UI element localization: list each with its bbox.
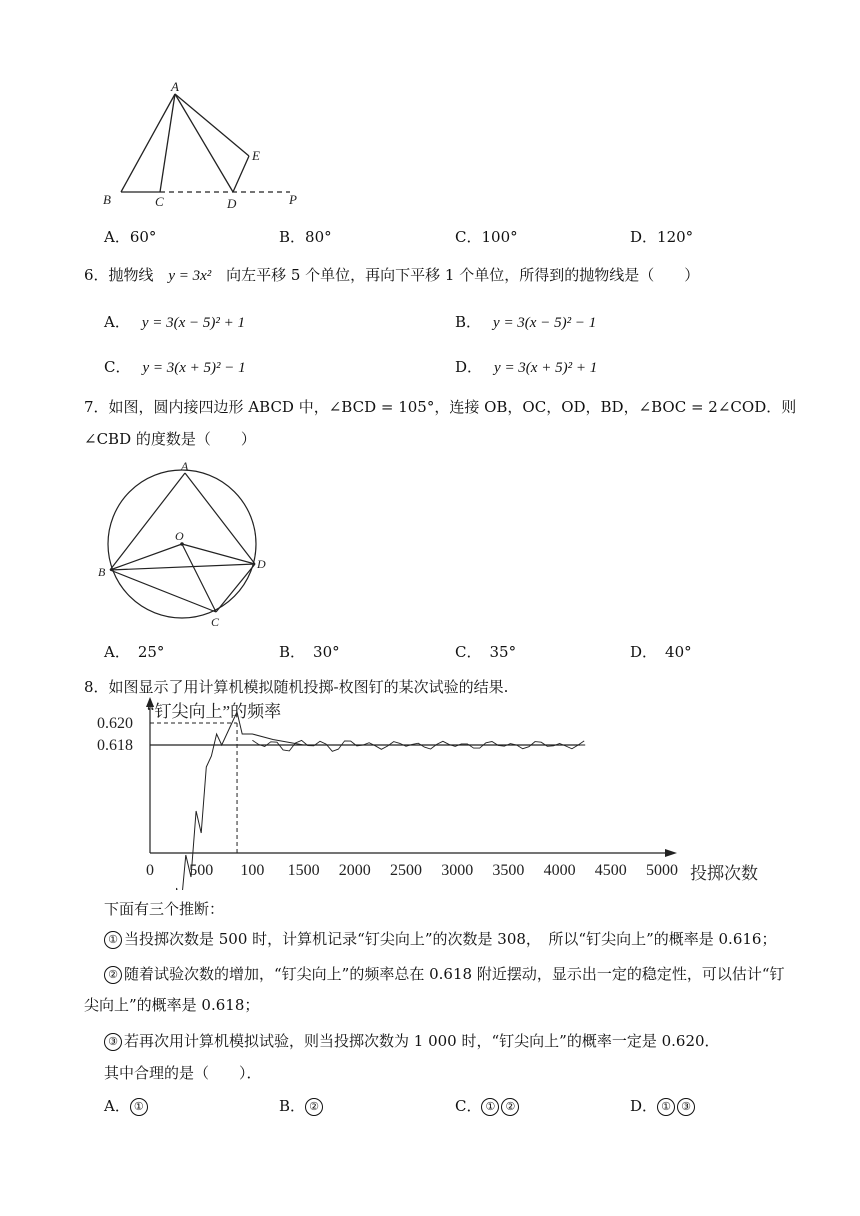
q7-option-b[interactable] — [279, 641, 340, 662]
x-tick-label: 3500 — [492, 862, 525, 879]
option-text: 60° — [129, 228, 157, 246]
statement-text: 随着试验次数的增加，“钉尖向上”的频率总在 0.618 附近摆动，显示出一定的稳定性，可以估计“钉 — [124, 965, 785, 983]
option-text: 35° — [489, 643, 517, 661]
option-formula: y = 3(x + 5)² − 1 — [142, 360, 246, 376]
q8-option-a[interactable] — [104, 1095, 150, 1116]
q8-statement-2b: 尖向上”的概率是 0.618； — [84, 996, 260, 1014]
q6-text-pre: 抛物线 — [108, 266, 154, 284]
label-c: C — [211, 615, 220, 629]
option-letter: D． — [630, 228, 658, 246]
x-tick-label: 500 — [189, 862, 214, 879]
q7-stem-line2: ∠CBD 的度数是（ ） — [84, 430, 256, 448]
segment-ab — [110, 473, 185, 570]
statement-text: 若再次用计算机模拟试验，则当投掷次数为 1 000 时，“钉尖向上”的概率一定是 0.620． — [124, 1032, 720, 1050]
segment-de — [233, 156, 249, 192]
q6-option-a[interactable] — [104, 311, 245, 332]
q6-number: 6． — [84, 266, 109, 284]
q7-stem-line1: 7．如图，圆内接四边形 ABCD 中，∠BCD = 105°，连接 OB，OC，OD，BD，∠BOC = 2∠COD．则 — [84, 398, 797, 416]
q8-option-b[interactable] — [279, 1095, 325, 1116]
q8-option-d[interactable] — [630, 1095, 697, 1116]
option-letter: D． — [455, 358, 483, 376]
y-tick-label: 0.620 — [97, 715, 133, 732]
x-tick-label: 4500 — [594, 862, 627, 879]
q8-option-c[interactable] — [455, 1095, 521, 1116]
q5-option-a[interactable] — [104, 226, 156, 247]
q6-formula: y = 3x² — [168, 268, 212, 284]
label-b: B — [103, 192, 111, 207]
x-axis-label: 投掷次数 — [690, 864, 758, 883]
frequency-chart — [95, 695, 785, 890]
x-tick-label: 0 — [146, 862, 154, 879]
chart-title: “钉尖向上”的频率 — [147, 702, 282, 721]
circled-mark: ① — [481, 1098, 499, 1116]
q8-statement-1 — [104, 928, 776, 949]
option-letter: D． — [630, 643, 658, 661]
option-text: 30° — [313, 643, 340, 661]
circled-two: ② — [104, 966, 122, 984]
segment-ae — [175, 94, 249, 156]
option-letter: B． — [279, 1097, 306, 1115]
q8-question: 其中合理的是（ ）． — [104, 1064, 262, 1082]
label-c: C — [155, 194, 164, 209]
q5-option-c[interactable] — [455, 226, 518, 247]
option-text: 120° — [657, 228, 694, 246]
circled-mark: ③ — [677, 1098, 695, 1116]
y-tick-label: 0.618 — [97, 737, 133, 754]
q6-option-c[interactable] — [104, 356, 246, 377]
x-tick-label: 2000 — [338, 862, 371, 879]
x-tick-label: 4000 — [543, 862, 576, 879]
option-text: 40° — [665, 643, 692, 661]
option-letter: B． — [279, 643, 306, 661]
segment-bd — [110, 564, 255, 570]
q7-option-d[interactable] — [630, 641, 692, 662]
label-e: E — [252, 148, 260, 163]
q8-stem: 8．如图显示了用计算机模拟随机投掷-枚图钉的某次试验的结果. — [84, 678, 509, 696]
circled-mark: ② — [501, 1098, 519, 1116]
label-a: A — [171, 80, 179, 94]
segment-oc — [182, 544, 216, 612]
label-d: D — [227, 196, 237, 210]
q6-stem — [84, 264, 699, 285]
frequency-series-fluctuation — [252, 740, 584, 751]
segment-ad — [185, 473, 255, 564]
segment-cd — [216, 564, 255, 612]
option-letter: A． — [104, 313, 130, 331]
q8-intro: 下面有三个推断： — [104, 900, 225, 918]
label-a: A — [181, 460, 189, 473]
option-text: 100° — [481, 228, 518, 246]
option-letter: B． — [279, 228, 306, 246]
q6-option-b[interactable] — [455, 311, 596, 332]
option-letter: C． — [455, 1097, 482, 1115]
option-letter: B． — [455, 313, 482, 331]
x-axis-arrow — [665, 849, 677, 857]
circled-mark: ① — [657, 1098, 675, 1116]
option-formula: y = 3(x − 5)² + 1 — [141, 315, 246, 331]
label-p: P — [289, 192, 297, 207]
label-o: O — [175, 529, 184, 543]
q6-text-post: 向左平移 5 个单位，再向下平移 1 个单位，所得到的抛物线是（ ） — [226, 266, 700, 284]
option-letter: D． — [630, 1097, 658, 1115]
q8-statement-3 — [104, 1030, 720, 1051]
option-formula: y = 3(x − 5)² − 1 — [493, 315, 597, 331]
option-formula: y = 3(x + 5)² + 1 — [494, 360, 598, 376]
segment-bc — [110, 570, 216, 612]
circled-mark: ① — [130, 1098, 148, 1116]
q5-option-d[interactable] — [630, 226, 693, 247]
q5-option-b[interactable] — [279, 226, 332, 247]
x-tick-label: 100 — [240, 862, 265, 879]
q7-circle-figure — [95, 460, 275, 630]
x-tick-label: 2500 — [390, 862, 422, 879]
segment-od — [182, 544, 255, 564]
x-tick-label: 3000 — [441, 862, 474, 879]
circled-mark: ② — [305, 1098, 323, 1116]
option-letter: C． — [104, 358, 131, 376]
q7-option-a[interactable] — [104, 641, 164, 662]
q5-figure — [95, 80, 315, 210]
x-tick-label: 5000 — [646, 862, 678, 879]
segment-ad — [175, 94, 233, 192]
option-letter: A． — [104, 643, 130, 661]
label-b: B — [98, 565, 106, 579]
label-d: D — [257, 557, 266, 571]
circled-three: ③ — [104, 1033, 122, 1051]
option-text: 80° — [305, 228, 332, 246]
statement-text: 当投掷次数是 500 时，计算机记录“钉尖向上”的次数是 308， 所以“钉尖向上”的概率是 0.616； — [124, 930, 777, 948]
q7-option-c[interactable] — [455, 641, 516, 662]
option-letter: C． — [455, 643, 482, 661]
q8-statement-2a — [104, 963, 785, 984]
circled-one: ① — [104, 931, 122, 949]
q6-option-d[interactable] — [455, 356, 597, 377]
option-text: 25° — [137, 643, 165, 661]
option-letter: A． — [104, 228, 130, 246]
option-letter: A． — [104, 1097, 130, 1115]
option-letter: C． — [455, 228, 482, 246]
x-tick-label: 1500 — [287, 862, 320, 879]
